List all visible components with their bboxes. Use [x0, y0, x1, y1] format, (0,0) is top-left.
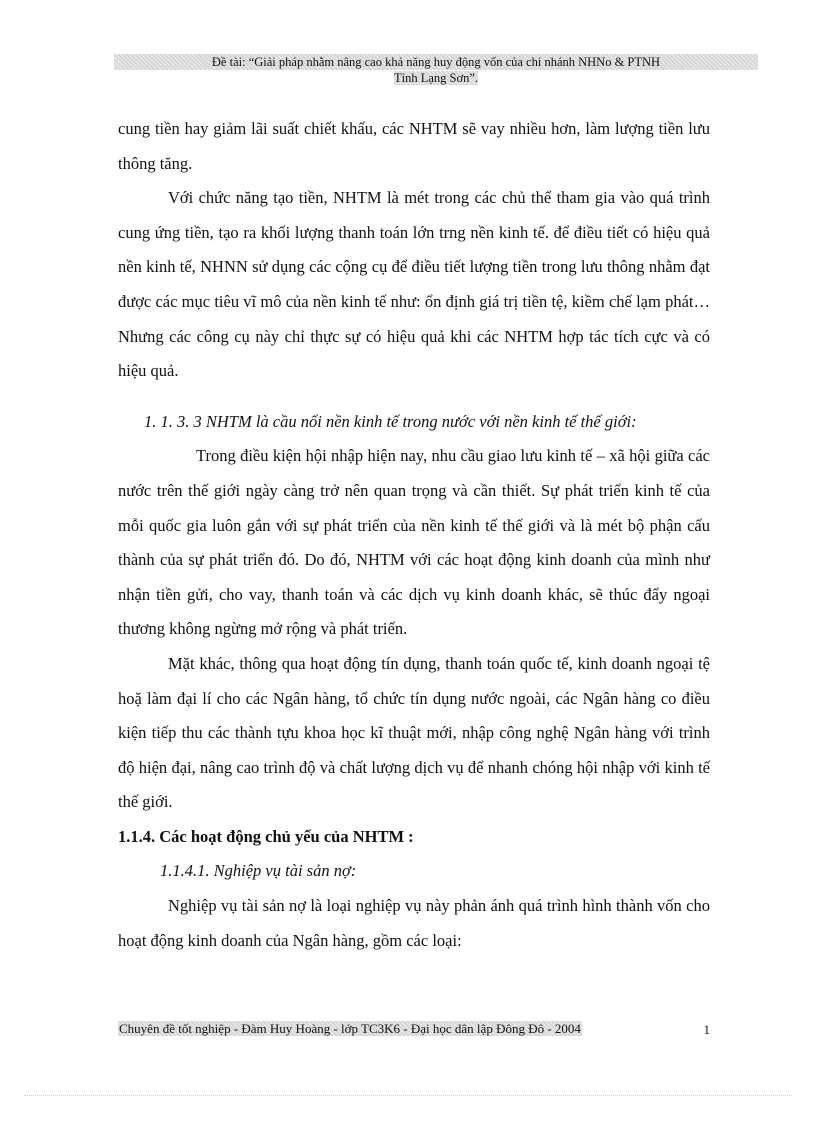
paragraph-4: Mặt khác, thông qua hoạt động tín dụng, thanh toán quốc tế, kinh doanh ngoại tệ hoặ làm đại lí cho các Ngân hàng, tổ chức tín dụng nước ngoài, các Ngân hàng co điều kiện tiếp thu các thành tựu khoa học kĩ thuật mới, nhập công nghệ Ngân hàng với trình độ hiện đại, nâng cao trình độ và chất lượng dịch vụ để nhanh chóng hội nhập với kinh tế thế giới. — [118, 653, 710, 812]
document-body — [118, 112, 710, 958]
footer-text — [118, 1020, 658, 1037]
paragraph-1: cung tiền hay giảm lãi suất chiết khấu, các NHTM sẽ vay nhiều hơn, làm lượng tiền lưu thông tăng. — [118, 119, 710, 173]
footer-text-content: Chuyên đề tốt nghiệp - Đàm Huy Hoàng - lớp TC3K6 - Đại học dân lập Đông Đô - 2004 — [119, 1021, 581, 1036]
section-heading-1-1-4: 1.1.4. Các hoạt động chủ yếu của NHTM : — [118, 826, 414, 846]
paragraph-3: Trong điều kiện hội nhập hiện nay, nhu cầu giao lưu kinh tế – xã hội giữa các nước trên thế giới ngày càng trở nên quan trọng và cần thiết. Sự phát triển kinh tế của mỗi quốc gia luôn gắn với sự phát triển của nền kinh tế thế giới và là mét bộ phận cấu thành của sự phát triển đó. Do đó, NHTM với các hoạt động kinh doanh của mình như nhận tiền gửi, cho vay, thanh toán và các dịch vụ kinh doanh khác, sẽ thúc đẩy ngoại thương không ngừng mở rộng và phát triển. — [118, 446, 710, 639]
header-line-2-text: Tỉnh Lạng Sơn”. — [393, 71, 479, 85]
page-bottom-edge — [24, 1095, 792, 1096]
section-heading-1-1-4-1: 1.1.4.1. Nghiệp vụ tài sản nợ: — [160, 861, 357, 881]
page-number: 1 — [703, 1022, 710, 1037]
section-heading-1-1-3-3: 1. 1. 3. 3 NHTM là cầu nối nền kinh tế trong nước với nền kinh tế thế giới: — [144, 411, 637, 431]
header-line-2 — [114, 70, 758, 86]
page-header — [114, 54, 758, 86]
paragraph-2: Với chức năng tạo tiền, NHTM là mét trong các chủ thể tham gia vào quá trình cung ứng tiền, tạo ra khối lượng thanh toán lớn trng nền kinh tế. để điều tiết có hiệu quả nền kinh tế, NHNN sử dụng các cộng cụ để điều tiết lượng tiền trong lưu thông nhằm đạt được các mục tiêu vĩ mô của nền kinh tế như: ổn định giá trị tiền tệ, kiềm chế lạm phát… Nhưng các công cụ này chỉ thực sự có hiệu quả khi các NHTM hợp tác tích cực và có hiệu quả. — [118, 188, 710, 381]
paragraph-5: Nghiệp vụ tài sản nợ là loại nghiệp vụ này phản ánh quá trình hình thành vốn cho hoạt động kinh doanh của Ngân hàng, gồm các loại: — [118, 896, 710, 950]
header-line-1: Đề tài: “Giải pháp nhằm nâng cao khả năng huy động vốn của chi nhánh NHNo & PTNH — [114, 54, 758, 70]
page-footer — [118, 1020, 710, 1037]
